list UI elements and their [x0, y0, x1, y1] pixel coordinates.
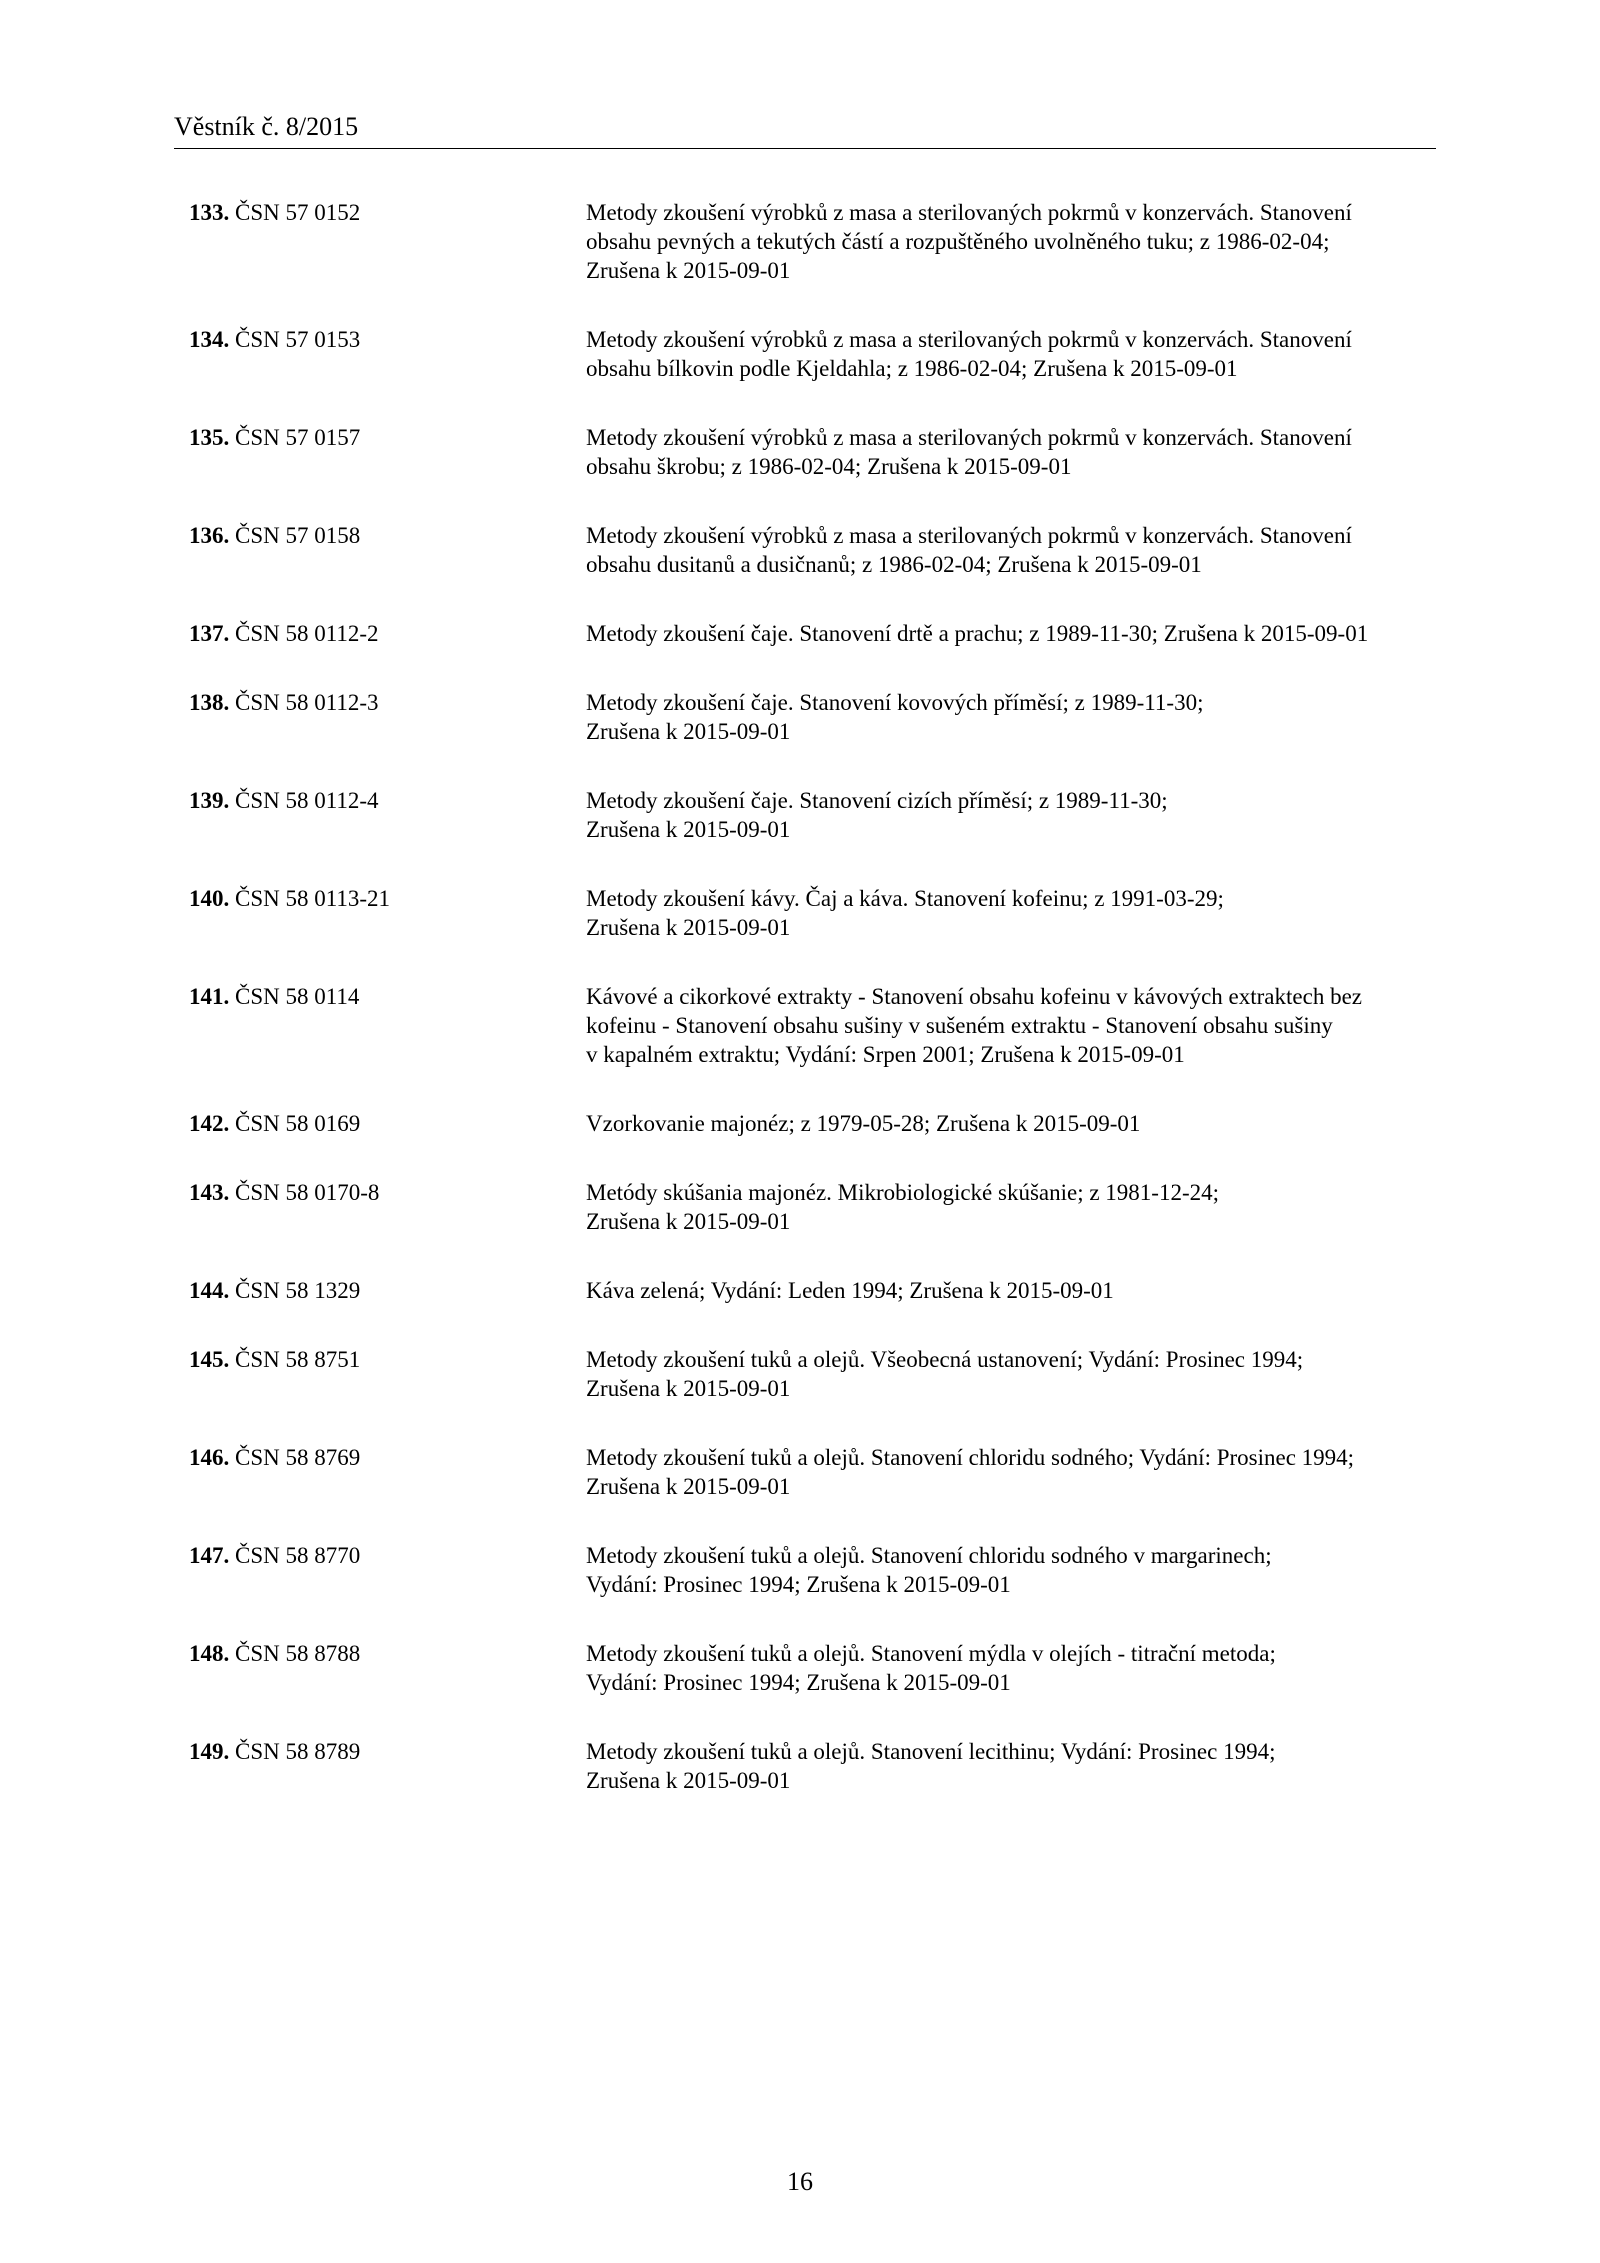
standards-list [189, 198, 1429, 1835]
entry-identifier [189, 1276, 579, 1305]
entry-identifier [189, 619, 579, 648]
entry-identifier [189, 786, 579, 815]
entry-number: 142. [189, 1111, 230, 1136]
entry-identifier [189, 1541, 579, 1570]
entry-identifier [189, 884, 579, 913]
standard-code: ČSN 58 0170-8 [235, 1180, 380, 1205]
standard-code: ČSN 58 8769 [235, 1445, 361, 1470]
list-item [189, 423, 1429, 481]
standard-code: ČSN 58 0112-2 [235, 621, 379, 646]
entry-number: 133. [189, 200, 230, 225]
entry-number: 141. [189, 984, 230, 1009]
standard-description: Metody zkoušení výrobků z masa a sterilovaných pokrmů v konzervách. Stanovení obsahu dusitanů a dusičnanů; z 1986-02-04; Zrušena k 2015-09-01 [586, 523, 1352, 577]
entry-identifier [189, 1345, 579, 1374]
entry-number: 134. [189, 327, 230, 352]
entry-number: 147. [189, 1543, 230, 1568]
standard-code: ČSN 57 0157 [235, 425, 361, 450]
entry-number: 138. [189, 690, 230, 715]
standard-code: ČSN 58 8789 [235, 1739, 361, 1764]
standard-description: Metody zkoušení čaje. Stanovení kovových příměsí; z 1989-11-30; Zrušena k 2015-09-01 [586, 690, 1204, 744]
entry-number: 146. [189, 1445, 230, 1470]
entry-identifier [189, 1737, 579, 1766]
standard-description: Metody zkoušení kávy. Čaj a káva. Stanovení kofeinu; z 1991-03-29; Zrušena k 2015-09-01 [586, 886, 1224, 940]
entry-identifier [189, 1443, 579, 1472]
list-item [189, 1737, 1429, 1795]
entry-number: 144. [189, 1278, 230, 1303]
standard-description: Metódy skúšania majonéz. Mikrobiologické skúšanie; z 1981-12-24; Zrušena k 2015-09-01 [586, 1180, 1220, 1234]
entry-identifier [189, 325, 579, 354]
entry-identifier [189, 1639, 579, 1668]
standard-code: ČSN 58 8770 [235, 1543, 361, 1568]
list-item [189, 619, 1429, 648]
entry-number: 148. [189, 1641, 230, 1666]
entry-identifier [189, 423, 579, 452]
standard-code: ČSN 57 0152 [235, 200, 361, 225]
standard-code: ČSN 58 0112-4 [235, 788, 379, 813]
standard-code: ČSN 57 0158 [235, 523, 361, 548]
list-item [189, 884, 1429, 942]
page-number: 16 [787, 2167, 813, 2196]
entry-number: 139. [189, 788, 230, 813]
standard-code: ČSN 58 0113-21 [235, 886, 391, 911]
standard-code: ČSN 58 0114 [235, 984, 360, 1009]
standard-code: ČSN 58 8751 [235, 1347, 361, 1372]
entry-number: 135. [189, 425, 230, 450]
list-item [189, 1178, 1429, 1236]
list-item [189, 1541, 1429, 1599]
entry-identifier [189, 688, 579, 717]
standard-description: Vzorkovanie majonéz; z 1979-05-28; Zrušena k 2015-09-01 [586, 1111, 1141, 1136]
standard-code: ČSN 58 8788 [235, 1641, 361, 1666]
list-item [189, 1443, 1429, 1501]
standard-code: ČSN 58 1329 [235, 1278, 361, 1303]
list-item [189, 1109, 1429, 1138]
list-item [189, 198, 1429, 285]
standard-description: Metody zkoušení tuků a olejů. Stanovení chloridu sodného v margarinech; Vydání: Prosinec 1994; Zrušena k 2015-09-01 [586, 1543, 1272, 1597]
standard-code: ČSN 57 0153 [235, 327, 361, 352]
standard-description: Metody zkoušení tuků a olejů. Stanovení chloridu sodného; Vydání: Prosinec 1994; Zrušena k 2015-09-01 [586, 1445, 1355, 1499]
list-item [189, 982, 1429, 1069]
standard-description: Metody zkoušení tuků a olejů. Všeobecná ustanovení; Vydání: Prosinec 1994; Zrušena k 2015-09-01 [586, 1347, 1304, 1401]
entry-identifier [189, 982, 579, 1011]
standard-description: Metody zkoušení čaje. Stanovení drtě a prachu; z 1989-11-30; Zrušena k 2015-09-01 [586, 621, 1369, 646]
standard-description: Metody zkoušení výrobků z masa a sterilovaných pokrmů v konzervách. Stanovení obsahu škrobu; z 1986-02-04; Zrušena k 2015-09-01 [586, 425, 1352, 479]
entry-identifier [189, 521, 579, 550]
list-item [189, 325, 1429, 383]
standard-code: ČSN 58 0169 [235, 1111, 361, 1136]
journal-title: Věstník č. 8/2015 [174, 112, 359, 141]
list-item [189, 1345, 1429, 1403]
entry-number: 149. [189, 1739, 230, 1764]
standard-description: Kávové a cikorkové extrakty - Stanovení obsahu kofeinu v kávových extraktech bez kofeinu - Stanovení obsahu sušiny v sušeném extraktu - Stanovení obsahu sušiny v kapalném extraktu; Vydání: Srpen 2001; Zrušena k 2015-09-01 [586, 984, 1362, 1067]
entry-number: 145. [189, 1347, 230, 1372]
list-item [189, 1276, 1429, 1305]
list-item [189, 688, 1429, 746]
list-item [189, 521, 1429, 579]
entry-number: 136. [189, 523, 230, 548]
standard-description: Metody zkoušení výrobků z masa a sterilovaných pokrmů v konzervách. Stanovení obsahu pevných a tekutých částí a rozpuštěného uvolněného tuku; z 1986-02-04; Zrušena k 2015-09-01 [586, 200, 1352, 283]
standard-description: Káva zelená; Vydání: Leden 1994; Zrušena k 2015-09-01 [586, 1278, 1114, 1303]
list-item [189, 786, 1429, 844]
standard-description: Metody zkoušení výrobků z masa a sterilovaných pokrmů v konzervách. Stanovení obsahu bílkovin podle Kjeldahla; z 1986-02-04; Zrušena k 2015-09-01 [586, 327, 1352, 381]
entry-number: 140. [189, 886, 230, 911]
standard-code: ČSN 58 0112-3 [235, 690, 379, 715]
page-header [174, 110, 1436, 149]
standard-description: Metody zkoušení čaje. Stanovení cizích příměsí; z 1989-11-30; Zrušena k 2015-09-01 [586, 788, 1168, 842]
entry-identifier [189, 198, 579, 227]
entry-identifier [189, 1178, 579, 1207]
entry-number: 137. [189, 621, 230, 646]
entry-number: 143. [189, 1180, 230, 1205]
standard-description: Metody zkoušení tuků a olejů. Stanovení lecithinu; Vydání: Prosinec 1994; Zrušena k 2015-09-01 [586, 1739, 1276, 1793]
entry-identifier [189, 1109, 579, 1138]
list-item [189, 1639, 1429, 1697]
standard-description: Metody zkoušení tuků a olejů. Stanovení mýdla v olejích - titrační metoda; Vydání: Prosinec 1994; Zrušena k 2015-09-01 [586, 1641, 1276, 1695]
